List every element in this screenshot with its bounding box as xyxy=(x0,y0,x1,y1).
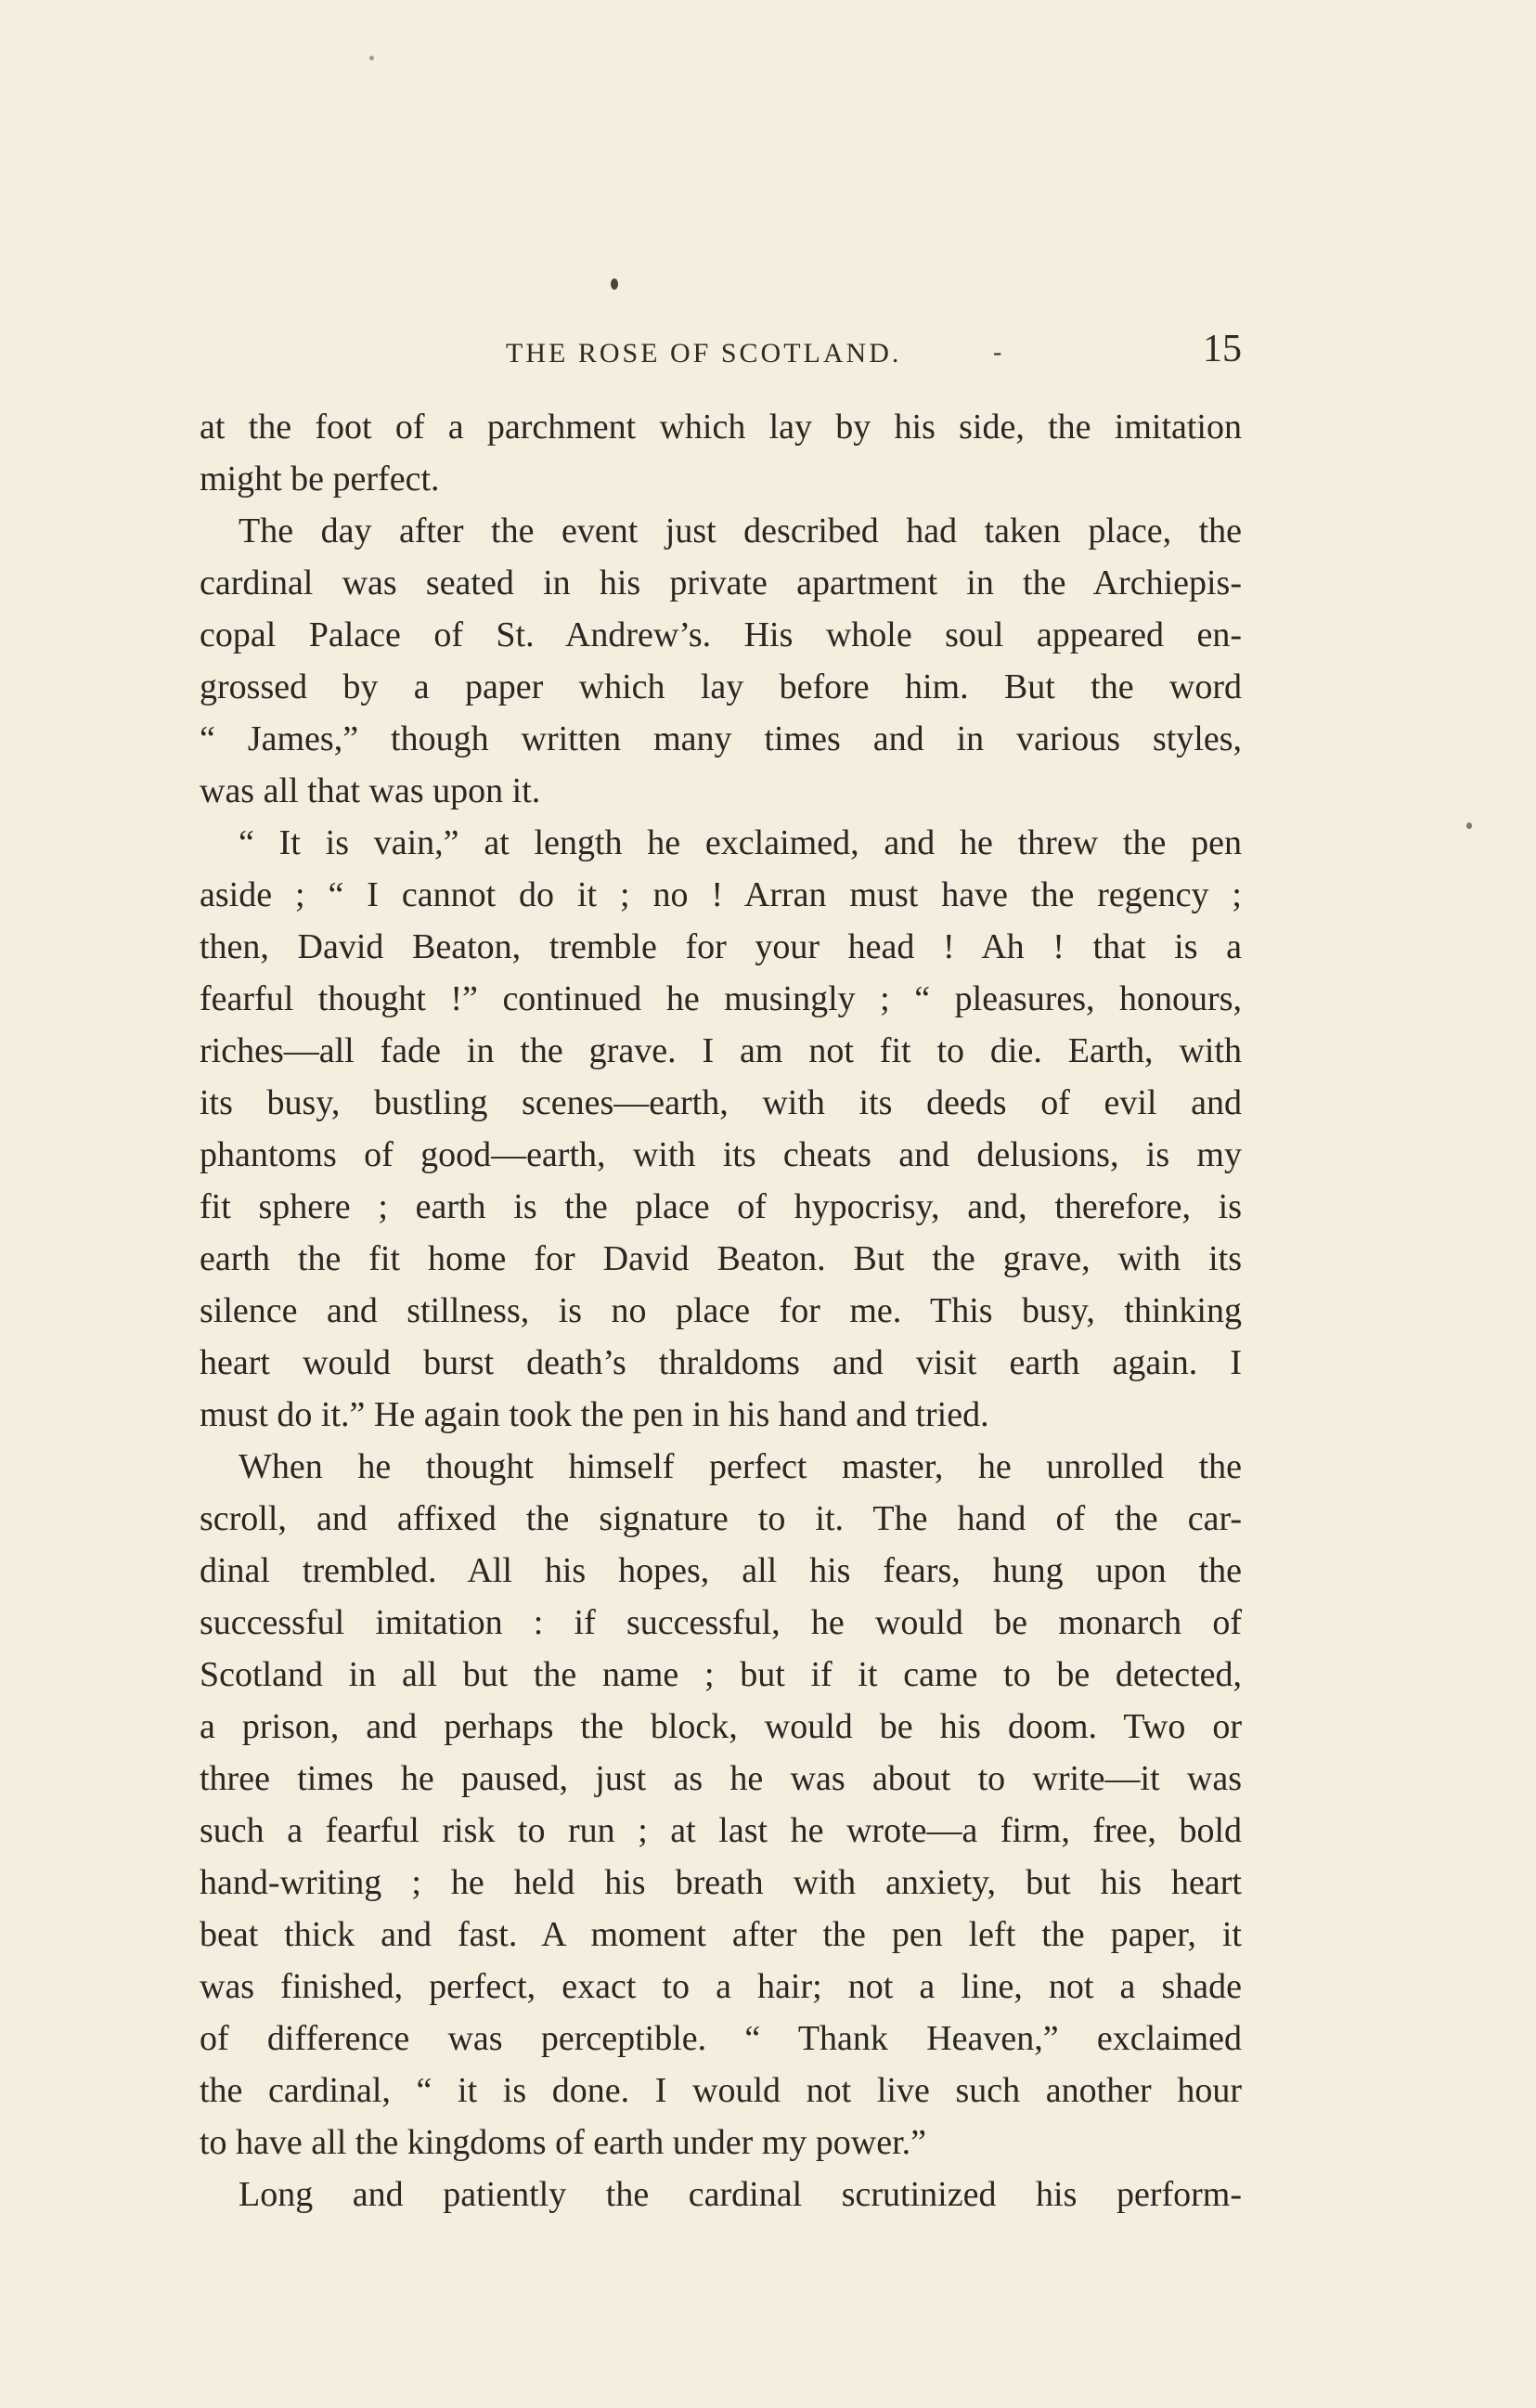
text-line: phantoms of good—earth, with its cheats and delusions, is my xyxy=(200,1135,1242,1174)
text-line: scroll, and affixed the signature to it. The hand of the car- xyxy=(200,1499,1242,1538)
paper-speck xyxy=(611,278,618,290)
text-line: fearful thought !” continued he musingly ; “ pleasures, honours, xyxy=(200,979,1242,1018)
text-line: aside ; “ I cannot do it ; no ! Arran must have the regency ; xyxy=(200,875,1242,914)
page-number: 15 xyxy=(1203,328,1242,370)
text-line: riches—all fade in the grave. I am not fit to die. Earth, with xyxy=(200,1031,1242,1070)
text-line: a prison, and perhaps the block, would be his doom. Two or xyxy=(200,1707,1242,1746)
text-line: at the foot of a parchment which lay by his side, the imitation xyxy=(200,408,1242,447)
text-line: When he thought himself perfect master, he unrolled the xyxy=(239,1447,1242,1486)
text-line: grossed by a paper which lay before him. But the word xyxy=(200,667,1242,706)
text-line: fit sphere ; earth is the place of hypocrisy, and, therefore, is xyxy=(200,1187,1242,1226)
paper-speck xyxy=(369,56,374,60)
text-line: of difference was perceptible. “ Thank Heaven,” exclaimed xyxy=(200,2019,1242,2058)
text-line: to have all the kingdoms of earth under my power.” xyxy=(200,2123,927,2162)
text-line: earth the fit home for David Beaton. But the grave, with its xyxy=(200,1239,1242,1278)
text-line: “ James,” though written many times and in various styles, xyxy=(200,719,1242,758)
text-line: cardinal was seated in his private apartment in the Archiepis- xyxy=(200,563,1242,602)
text-line: might be perfect. xyxy=(200,460,440,498)
text-line: hand-writing ; he held his breath with anxiety, but his heart xyxy=(200,1863,1242,1902)
running-title: THE ROSE OF SCOTLAND. xyxy=(506,338,902,369)
text-line: such a fearful risk to run ; at last he wrote—a firm, free, bold xyxy=(200,1811,1242,1850)
text-line: Scotland in all but the name ; but if it came to be detected, xyxy=(200,1655,1242,1694)
running-head xyxy=(200,327,1242,382)
text-line: was all that was upon it. xyxy=(200,771,541,810)
text-line: silence and stillness, is no place for me. This busy, thinking xyxy=(200,1291,1242,1330)
text-line: its busy, bustling scenes—earth, with its deeds of evil and xyxy=(200,1083,1242,1122)
paper-speck xyxy=(1466,822,1472,829)
text-line: three times he paused, just as he was about to write—it was xyxy=(200,1759,1242,1798)
text-line: copal Palace of St. Andrew’s. His whole soul appeared en- xyxy=(200,615,1242,654)
text-line: “ It is vain,” at length he exclaimed, and he threw the pen xyxy=(239,823,1242,862)
text-line: Long and patiently the cardinal scrutinized his perform- xyxy=(239,2175,1242,2214)
text-line: successful imitation : if successful, he would be monarch of xyxy=(200,1603,1242,1642)
text-line: The day after the event just described had taken place, the xyxy=(239,511,1242,550)
text-line: dinal trembled. All his hopes, all his fears, hung upon the xyxy=(200,1551,1242,1590)
text-line: must do it.” He again took the pen in his hand and tried. xyxy=(200,1395,989,1434)
body-text xyxy=(200,401,1242,2220)
text-line: then, David Beaton, tremble for your head ! Ah ! that is a xyxy=(200,927,1242,966)
text-line: beat thick and fast. A moment after the pen left the paper, it xyxy=(200,1915,1242,1954)
text-line: the cardinal, “ it is done. I would not live such another hour xyxy=(200,2071,1242,2110)
running-head-mark: - xyxy=(993,338,1002,367)
text-line: heart would burst death’s thraldoms and visit earth again. I xyxy=(200,1343,1242,1382)
text-line: was finished, perfect, exact to a hair; not a line, not a shade xyxy=(200,1967,1242,2006)
